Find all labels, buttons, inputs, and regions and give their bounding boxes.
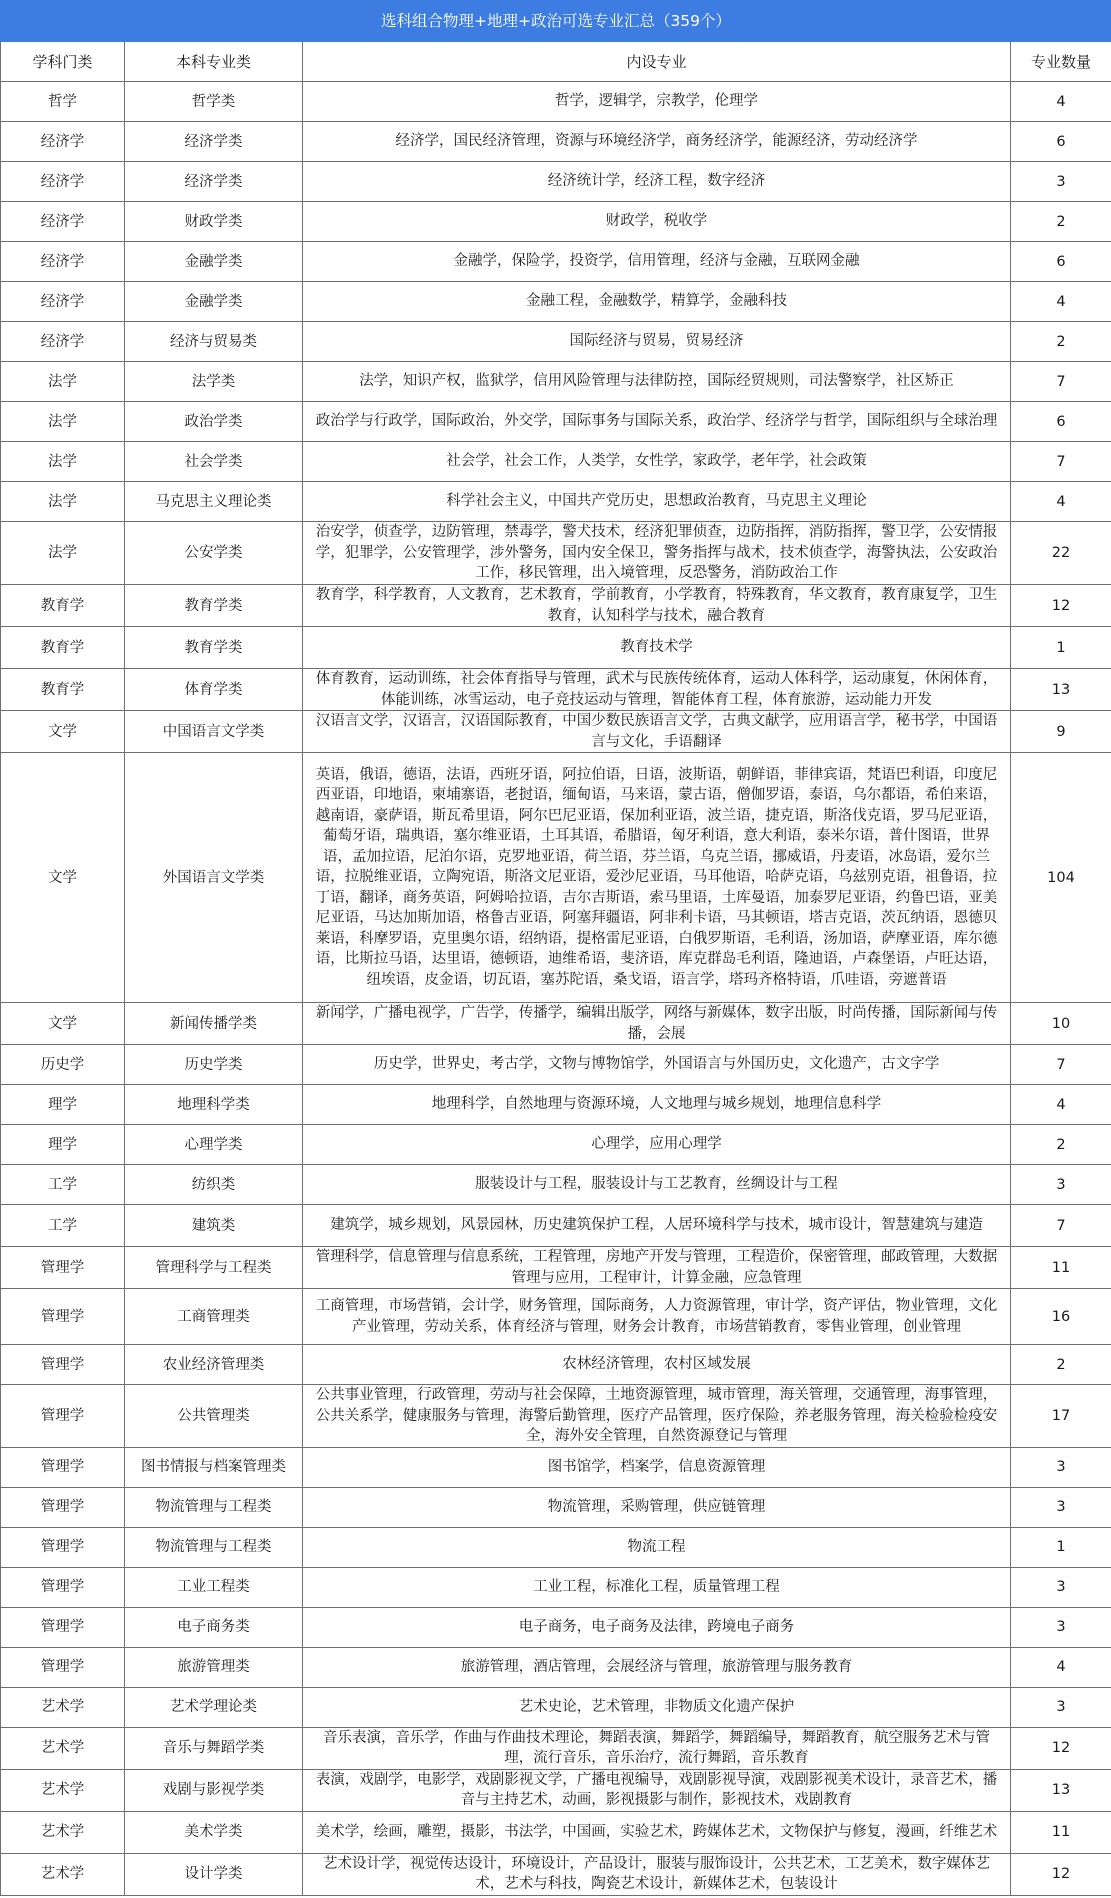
cell-majors: 新闻学，广播电视学，广告学，传播学，编辑出版学，网络与新媒体，数字出版，时尚传播，国际新闻与传播，会展 [303,1003,1011,1045]
cell-majors: 社会学，社会工作，人类学，女性学，家政学，老年学，社会政策 [303,442,1011,482]
cell-class: 美术学类 [125,1811,303,1853]
cell-category: 经济学 [1,162,125,202]
cell-majors: 表演，戏剧学，电影学，戏剧影视文学，广播电视编导，戏剧影视导演，戏剧影视美术设计，录音艺术，播音与主持艺术，动画，影视摄影与制作，影视技术，戏剧教育 [303,1769,1011,1811]
cell-count: 1 [1011,1527,1111,1567]
cell-category: 管理学 [1,1289,125,1345]
cell-count: 4 [1011,82,1111,122]
cell-category: 管理学 [1,1527,125,1567]
cell-class: 农业经济管理类 [125,1345,303,1385]
cell-class: 心理学类 [125,1125,303,1165]
cell-majors: 电子商务，电子商务及法律，跨境电子商务 [303,1607,1011,1647]
cell-count: 6 [1011,242,1111,282]
cell-class: 教育学类 [125,627,303,669]
table-row [1,322,1111,362]
cell-majors: 物流管理，采购管理，供应链管理 [303,1487,1011,1527]
cell-class: 金融学类 [125,242,303,282]
cell-class: 哲学类 [125,82,303,122]
table-row [1,162,1111,202]
table-row [1,627,1111,669]
cell-category: 法学 [1,362,125,402]
cell-category: 教育学 [1,669,125,711]
cell-majors: 国际经济与贸易，贸易经济 [303,322,1011,362]
cell-class: 中国语言文学类 [125,711,303,753]
table-row [1,282,1111,322]
cell-majors: 治安学，侦查学，边防管理，禁毒学，警犬技术，经济犯罪侦查，边防指挥，消防指挥，警卫学，公安情报学，犯罪学，公安管理学，涉外警务，国内安全保卫，警务指挥与战术，技术侦查学，海警执法，公安政治工作，移民管理，出入境管理，反恐警务，消防政治工作 [303,522,1011,585]
cell-count: 3 [1011,1607,1111,1647]
cell-class: 财政学类 [125,202,303,242]
cell-count: 10 [1011,1003,1111,1045]
cell-count: 4 [1011,482,1111,522]
cell-majors: 工商管理，市场营销，会计学，财务管理，国际商务，人力资源管理，审计学，资产评估，物业管理，文化产业管理，劳动关系，体育经济与管理，财务会计教育，市场营销教育，零售业管理，创业管理 [303,1289,1011,1345]
table-row [1,711,1111,753]
cell-count: 11 [1011,1247,1111,1289]
cell-category: 哲学 [1,82,125,122]
cell-class: 图书情报与档案管理类 [125,1447,303,1487]
cell-count: 13 [1011,669,1111,711]
table-row [1,1769,1111,1811]
table-row [1,1003,1111,1045]
cell-count: 2 [1011,1345,1111,1385]
cell-count: 7 [1011,362,1111,402]
table-row [1,442,1111,482]
table-row [1,1687,1111,1727]
cell-category: 管理学 [1,1487,125,1527]
table-row [1,1647,1111,1687]
cell-majors: 金融学，保险学，投资学，信用管理，经济与金融，互联网金融 [303,242,1011,282]
cell-class: 音乐与舞蹈学类 [125,1727,303,1769]
header-class: 本科专业类 [125,42,303,82]
cell-majors: 旅游管理，酒店管理，会展经济与管理，旅游管理与服务教育 [303,1647,1011,1687]
cell-count: 3 [1011,1567,1111,1607]
table-row [1,1447,1111,1487]
cell-class: 教育学类 [125,585,303,627]
table-row [1,122,1111,162]
table-row [1,1811,1111,1853]
cell-majors: 哲学，逻辑学，宗教学，伦理学 [303,82,1011,122]
table-row [1,1085,1111,1125]
table-title: 选科组合物理+地理+政治可选专业汇总（359个） [1,1,1111,42]
cell-count: 2 [1011,1125,1111,1165]
cell-count: 3 [1011,1447,1111,1487]
cell-majors: 管理科学，信息管理与信息系统，工程管理，房地产开发与管理，工程造价，保密管理，邮政管理，大数据管理与应用，工程审计，计算金融，应急管理 [303,1247,1011,1289]
cell-count: 3 [1011,162,1111,202]
table-row [1,522,1111,585]
cell-majors: 历史学，世界史，考古学，文物与博物馆学，外国语言与外国历史，文化遗产，古文字学 [303,1045,1011,1085]
cell-majors: 农林经济管理，农村区域发展 [303,1345,1011,1385]
table-row [1,362,1111,402]
cell-class: 工商管理类 [125,1289,303,1345]
cell-count: 3 [1011,1687,1111,1727]
cell-majors: 图书馆学，档案学，信息资源管理 [303,1447,1011,1487]
cell-class: 金融学类 [125,282,303,322]
cell-majors: 英语，俄语，德语，法语，西班牙语，阿拉伯语，日语，波斯语，朝鲜语，菲律宾语，梵语巴利语，印度尼西亚语，印地语，柬埔寨语，老挝语，缅甸语，马来语，蒙古语，僧伽罗语，泰语，乌尔都语，希伯来语，越南语，豪萨语，斯瓦希里语，阿尔巴尼亚语，保加利亚语，波兰语，捷克语，斯洛伐克语，罗马尼亚语，葡萄牙语，瑞典语，塞尔维亚语，土耳其语，希腊语，匈牙利语，意大利语，泰米尔语，普什图语，世界语，孟加拉语，尼泊尔语，克罗地亚语，荷兰语，芬兰语，乌克兰语，挪威语，丹麦语，冰岛语，爱尔兰语，拉脱维亚语，立陶宛语，斯洛文尼亚语，爱沙尼亚语，马耳他语，哈萨克语，乌兹别克语，祖鲁语，拉丁语，翻译，商务英语，阿姆哈拉语，吉尔吉斯语，索马里语，土库曼语，加泰罗尼亚语，约鲁巴语，亚美尼亚语，马达加斯加语，格鲁吉亚语，阿塞拜疆语，阿非利卡语，马其顿语，塔吉克语，茨瓦纳语，恩德贝莱语，科摩罗语，克里奥尔语，绍纳语，提格雷尼亚语，白俄罗斯语，毛利语，汤加语，萨摩亚语，库尔德语，比斯拉马语，达里语，德顿语，迪维希语，斐济语，库克群岛毛利语，隆迪语，卢森堡语，卢旺达语，纽埃语，皮金语，切瓦语，塞苏陀语，桑戈语，语言学，塔玛齐格特语，爪哇语，旁遮普语 [303,753,1011,1003]
cell-class: 公共管理类 [125,1385,303,1448]
cell-class: 经济学类 [125,162,303,202]
table-row [1,242,1111,282]
cell-count: 6 [1011,122,1111,162]
cell-category: 法学 [1,522,125,585]
cell-count: 7 [1011,442,1111,482]
cell-category: 经济学 [1,322,125,362]
table-row [1,669,1111,711]
cell-class: 工业工程类 [125,1567,303,1607]
table-row [1,482,1111,522]
cell-class: 艺术学理论类 [125,1687,303,1727]
cell-class: 马克思主义理论类 [125,482,303,522]
cell-class: 旅游管理类 [125,1647,303,1687]
cell-majors: 教育学，科学教育，人文教育，艺术教育，学前教育，小学教育，特殊教育，华文教育，教育康复学，卫生教育，认知科学与技术，融合教育 [303,585,1011,627]
title-row [1,1,1111,42]
cell-class: 经济学类 [125,122,303,162]
cell-majors: 音乐表演，音乐学，作曲与作曲技术理论，舞蹈表演，舞蹈学，舞蹈编导，舞蹈教育，航空服务艺术与管理，流行音乐，音乐治疗，流行舞蹈，音乐教育 [303,1727,1011,1769]
cell-count: 3 [1011,1487,1111,1527]
cell-class: 纺织类 [125,1165,303,1205]
cell-category: 管理学 [1,1647,125,1687]
table-body [1,82,1111,1896]
cell-count: 6 [1011,402,1111,442]
table-row [1,1125,1111,1165]
cell-majors: 服装设计与工程，服装设计与工艺教育，丝绸设计与工程 [303,1165,1011,1205]
table-row [1,585,1111,627]
cell-class: 体育学类 [125,669,303,711]
cell-majors: 体育教育，运动训练，社会体育指导与管理，武术与民族传统体育，运动人体科学，运动康复，休闲体育，体能训练，冰雪运动，电子竞技运动与管理，智能体育工程，体育旅游，运动能力开发 [303,669,1011,711]
table-row [1,402,1111,442]
cell-class: 政治学类 [125,402,303,442]
cell-category: 经济学 [1,122,125,162]
cell-category: 管理学 [1,1345,125,1385]
table-row [1,1247,1111,1289]
table-row [1,1607,1111,1647]
cell-class: 公安学类 [125,522,303,585]
cell-class: 社会学类 [125,442,303,482]
cell-class: 建筑类 [125,1205,303,1247]
cell-category: 理学 [1,1085,125,1125]
cell-category: 经济学 [1,202,125,242]
cell-majors: 政治学与行政学，国际政治，外交学，国际事务与国际关系，政治学、经济学与哲学，国际组织与全球治理 [303,402,1011,442]
cell-majors: 艺术设计学，视觉传达设计，环境设计，产品设计，服装与服饰设计，公共艺术，工艺美术，数字媒体艺术，艺术与科技，陶瓷艺术设计，新媒体艺术，包装设计 [303,1853,1011,1895]
cell-category: 法学 [1,442,125,482]
cell-majors: 金融工程，金融数学，精算学，金融科技 [303,282,1011,322]
cell-count: 22 [1011,522,1111,585]
cell-count: 12 [1011,1853,1111,1895]
cell-majors: 教育技术学 [303,627,1011,669]
cell-majors: 经济学，国民经济管理，资源与环境经济学，商务经济学，能源经济，劳动经济学 [303,122,1011,162]
table-row [1,82,1111,122]
cell-majors: 美术学，绘画，雕塑，摄影，书法学，中国画，实验艺术，跨媒体艺术，文物保护与修复，漫画，纤维艺术 [303,1811,1011,1853]
table-row [1,1289,1111,1345]
cell-category: 文学 [1,753,125,1003]
cell-count: 12 [1011,585,1111,627]
cell-count: 17 [1011,1385,1111,1448]
cell-category: 教育学 [1,585,125,627]
table-row [1,1385,1111,1448]
cell-majors: 经济统计学，经济工程，数字经济 [303,162,1011,202]
header-category: 学科门类 [1,42,125,82]
table-row [1,1345,1111,1385]
cell-majors: 地理科学，自然地理与资源环境，人文地理与城乡规划，地理信息科学 [303,1085,1011,1125]
cell-majors: 艺术史论，艺术管理，非物质文化遗产保护 [303,1687,1011,1727]
cell-category: 法学 [1,482,125,522]
table-row [1,1567,1111,1607]
table-row [1,1487,1111,1527]
cell-majors: 物流工程 [303,1527,1011,1567]
cell-majors: 汉语言文学，汉语言，汉语国际教育，中国少数民族语言文学，古典文献学，应用语言学，秘书学，中国语言与文化，手语翻译 [303,711,1011,753]
cell-count: 7 [1011,1045,1111,1085]
cell-class: 管理科学与工程类 [125,1247,303,1289]
cell-class: 外国语言文学类 [125,753,303,1003]
cell-majors: 建筑学，城乡规划，风景园林，历史建筑保护工程，人居环境科学与技术，城市设计，智慧建筑与建造 [303,1205,1011,1247]
cell-category: 理学 [1,1125,125,1165]
cell-category: 工学 [1,1205,125,1247]
cell-category: 文学 [1,711,125,753]
cell-count: 3 [1011,1165,1111,1205]
cell-count: 11 [1011,1811,1111,1853]
cell-majors: 公共事业管理，行政管理，劳动与社会保障，土地资源管理，城市管理，海关管理，交通管理，海事管理，公共关系学，健康服务与管理，海警后勤管理，医疗产品管理，医疗保险，养老服务管理，海关检验检疫安全，海外安全管理，自然资源登记与管理 [303,1385,1011,1448]
cell-class: 电子商务类 [125,1607,303,1647]
table-row [1,1045,1111,1085]
cell-category: 历史学 [1,1045,125,1085]
cell-category: 艺术学 [1,1687,125,1727]
cell-count: 2 [1011,202,1111,242]
cell-count: 4 [1011,282,1111,322]
cell-count: 13 [1011,1769,1111,1811]
cell-count: 104 [1011,753,1111,1003]
cell-category: 管理学 [1,1385,125,1448]
cell-category: 管理学 [1,1567,125,1607]
cell-category: 管理学 [1,1247,125,1289]
table-row [1,1527,1111,1567]
cell-count: 4 [1011,1647,1111,1687]
cell-majors: 心理学，应用心理学 [303,1125,1011,1165]
table-row [1,1165,1111,1205]
cell-class: 设计学类 [125,1853,303,1895]
table-row [1,1853,1111,1895]
cell-category: 法学 [1,402,125,442]
cell-category: 经济学 [1,242,125,282]
cell-category: 艺术学 [1,1727,125,1769]
cell-class: 戏剧与影视学类 [125,1769,303,1811]
cell-category: 工学 [1,1165,125,1205]
cell-count: 9 [1011,711,1111,753]
table-row [1,1205,1111,1247]
cell-category: 艺术学 [1,1853,125,1895]
cell-class: 法学类 [125,362,303,402]
header-row [1,42,1111,82]
table-row [1,202,1111,242]
cell-class: 新闻传播学类 [125,1003,303,1045]
header-count: 专业数量 [1011,42,1111,82]
cell-class: 物流管理与工程类 [125,1527,303,1567]
cell-category: 文学 [1,1003,125,1045]
cell-class: 物流管理与工程类 [125,1487,303,1527]
cell-count: 16 [1011,1289,1111,1345]
table-row [1,753,1111,1003]
cell-majors: 科学社会主义，中国共产党历史，思想政治教育，马克思主义理论 [303,482,1011,522]
cell-category: 管理学 [1,1447,125,1487]
cell-majors: 法学，知识产权，监狱学，信用风险管理与法律防控，国际经贸规则，司法警察学，社区矫正 [303,362,1011,402]
cell-majors: 工业工程，标准化工程，质量管理工程 [303,1567,1011,1607]
header-majors: 内设专业 [303,42,1011,82]
cell-count: 1 [1011,627,1111,669]
cell-category: 艺术学 [1,1811,125,1853]
cell-count: 4 [1011,1085,1111,1125]
cell-count: 2 [1011,322,1111,362]
cell-majors: 财政学，税收学 [303,202,1011,242]
cell-class: 经济与贸易类 [125,322,303,362]
cell-count: 12 [1011,1727,1111,1769]
cell-category: 管理学 [1,1607,125,1647]
cell-category: 艺术学 [1,1769,125,1811]
table-row [1,1727,1111,1769]
cell-class: 地理科学类 [125,1085,303,1125]
cell-count: 7 [1011,1205,1111,1247]
cell-class: 历史学类 [125,1045,303,1085]
cell-category: 经济学 [1,282,125,322]
cell-category: 教育学 [1,627,125,669]
